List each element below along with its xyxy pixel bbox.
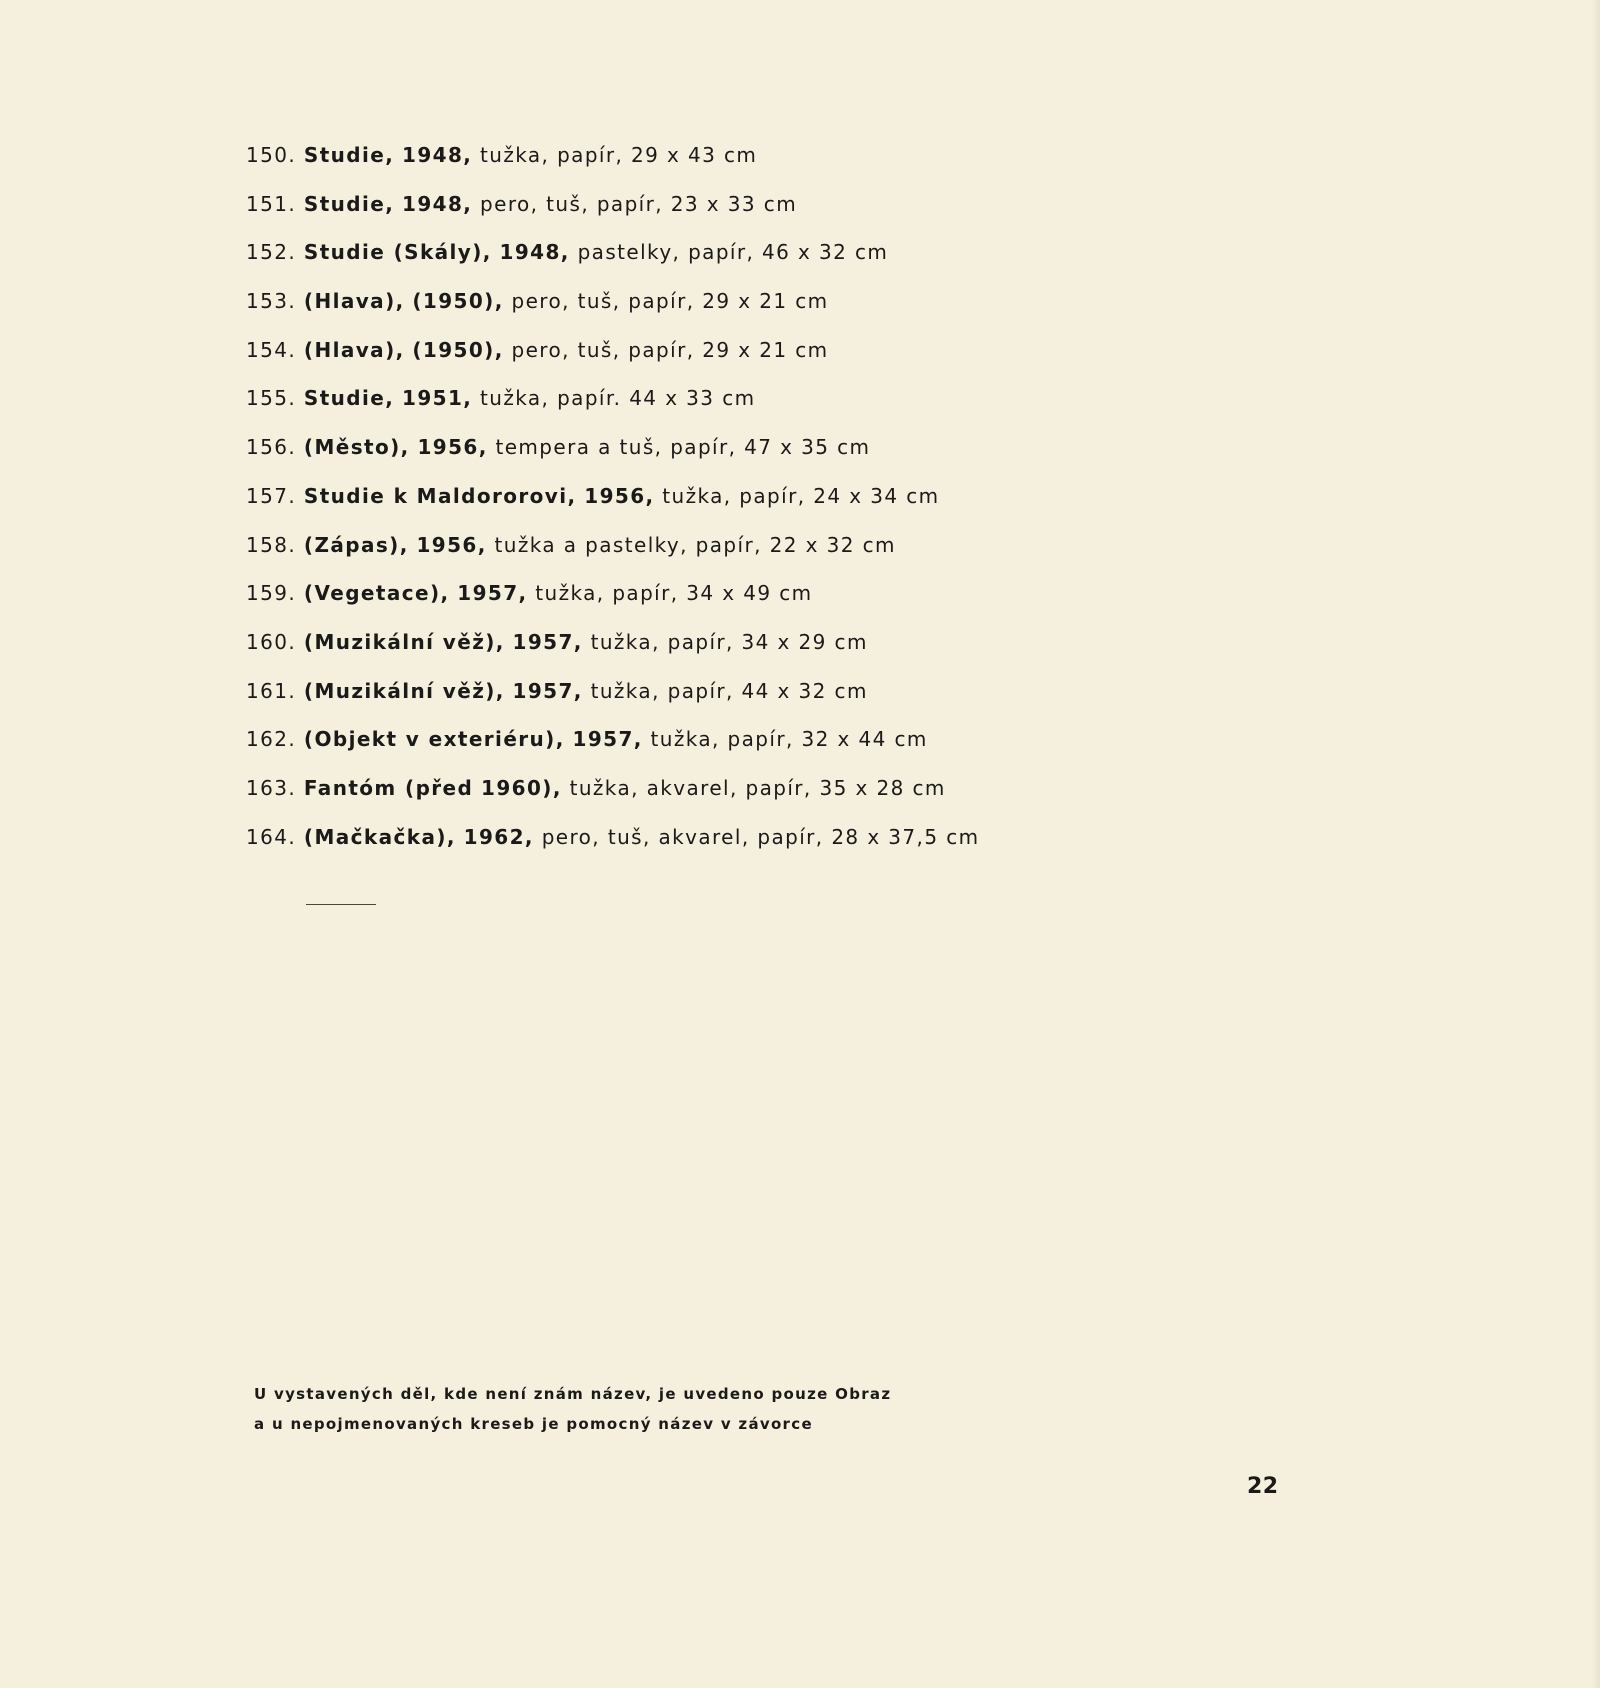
entry-title: Studie, <box>303 191 395 216</box>
entry-title: (Mačkačka), <box>303 824 456 849</box>
entry-number: 164. <box>246 824 297 849</box>
entry-size: 23 x 33 cm <box>670 191 798 216</box>
entry-number: 158. <box>246 532 297 557</box>
catalog-entry <box>246 335 1246 384</box>
entry-medium: tužka a pastelky, papír, <box>494 532 762 557</box>
entry-size: 44 x 33 cm <box>629 386 756 411</box>
entry-size: 29 x 43 cm <box>631 143 758 167</box>
entry-year: 1948, <box>402 143 473 167</box>
entry-title: (Město), <box>303 435 410 460</box>
footnote-line: U vystavených děl, kde není znám název, je uvedeno pouze Obraz <box>254 1385 892 1403</box>
footnote-line: a u nepojmenovaných kreseb je pomocný název v závorce <box>254 1415 813 1433</box>
entry-year: 1951, <box>402 386 473 411</box>
entry-number: 150. <box>246 143 297 167</box>
entry-medium: pero, tuš, akvarel, papír, <box>541 824 824 849</box>
entry-year: 1956, <box>417 435 488 460</box>
catalog-entry <box>246 189 1246 238</box>
entry-year: 1957, <box>512 678 583 703</box>
page-edge-shadow <box>1592 0 1600 1688</box>
entry-title: (Hlava), <box>303 337 405 362</box>
entry-year: 1962, <box>463 824 534 849</box>
entry-medium: pastelky, papír, <box>577 240 755 265</box>
entry-number: 160. <box>246 629 297 654</box>
entry-title: (Vegetace), <box>303 581 450 606</box>
entry-year: 1957, <box>512 629 583 654</box>
entry-size: 24 x 34 cm <box>813 483 940 508</box>
entry-size: 47 x 35 cm <box>744 435 871 460</box>
entry-number: 153. <box>246 289 297 314</box>
entry-year: 1948, <box>499 240 570 265</box>
entry-medium: pero, tuš, papír, <box>511 337 695 362</box>
divider-rule <box>306 904 376 905</box>
catalog-entry <box>246 676 1246 725</box>
entry-size: 28 x 37,5 cm <box>831 824 980 849</box>
entry-size: 22 x 32 cm <box>769 532 896 557</box>
entry-size: 46 x 32 cm <box>762 240 889 265</box>
entry-medium: tužka, papír, <box>590 678 734 703</box>
entry-medium: pero, tuš, papír, <box>480 191 664 216</box>
catalog-entry <box>246 237 1246 286</box>
entry-year: (1950), <box>412 289 504 314</box>
entry-size: 35 x 28 cm <box>819 775 946 800</box>
entry-size: 44 x 32 cm <box>741 678 868 703</box>
catalog-entry <box>246 530 1246 579</box>
entry-number: 151. <box>246 191 297 216</box>
entry-medium: tužka, papír, <box>535 581 679 606</box>
entry-number: 161. <box>246 678 297 703</box>
entry-year: 1956, <box>584 483 655 508</box>
catalog-entry <box>246 286 1246 335</box>
entry-title: Studie k Maldororovi, <box>303 483 577 508</box>
entry-year: 1948, <box>402 191 473 216</box>
catalog-entry <box>246 627 1246 676</box>
entry-title: Studie (Skály), <box>303 240 492 265</box>
entry-size: 29 x 21 cm <box>702 289 829 314</box>
entry-size: 29 x 21 cm <box>702 337 829 362</box>
entry-year: 1957, <box>457 581 528 606</box>
entry-number: 156. <box>246 435 297 460</box>
entry-title: (Muzikální věž), <box>303 629 505 654</box>
entry-title: Studie, <box>303 386 395 411</box>
entry-title: Fantóm (před <box>303 775 474 800</box>
catalog-entry <box>246 578 1246 627</box>
catalog-entry <box>246 773 1246 822</box>
catalog-entry <box>246 481 1246 530</box>
catalog-entry <box>246 724 1246 773</box>
catalog-entry <box>246 822 1246 871</box>
entry-year: 1956, <box>416 532 487 557</box>
entry-year: 1960), <box>481 775 562 800</box>
page-number: 22 <box>1247 1474 1279 1499</box>
entry-number: 155. <box>246 386 297 411</box>
entry-medium: pero, tuš, papír, <box>511 289 695 314</box>
entry-medium: tužka, papír, <box>590 629 734 654</box>
entry-title: (Zápas), <box>303 532 409 557</box>
entry-title: (Muzikální věž), <box>303 678 505 703</box>
entry-number: 162. <box>246 727 297 752</box>
entry-size: 34 x 49 cm <box>686 581 813 606</box>
entry-title: (Hlava), <box>303 289 405 314</box>
catalog-entry <box>246 383 1246 432</box>
entry-number: 163. <box>246 775 297 800</box>
entry-medium: tempera a tuš, papír, <box>495 435 737 460</box>
entry-year: (1950), <box>412 337 504 362</box>
entry-title: (Objekt v exteriéru), <box>303 727 565 752</box>
entry-medium: tužka, papír, <box>662 483 806 508</box>
entry-size: 34 x 29 cm <box>741 629 868 654</box>
entry-medium: tužka, akvarel, papír, <box>569 775 812 800</box>
entry-medium: tužka, papír. <box>480 386 622 411</box>
entry-year: 1957, <box>572 727 643 752</box>
entry-medium: tužka, papír, <box>650 727 794 752</box>
entry-number: 152. <box>246 240 297 265</box>
catalog-entry <box>246 432 1246 481</box>
entry-medium: tužka, papír, <box>480 143 624 167</box>
catalog-entry <box>246 140 1246 189</box>
catalog-list <box>246 140 1246 870</box>
entry-number: 157. <box>246 483 297 508</box>
entry-title: Studie, <box>303 143 395 167</box>
entry-size: 32 x 44 cm <box>801 727 928 752</box>
entry-number: 159. <box>246 581 297 606</box>
entry-number: 154. <box>246 337 297 362</box>
footnote <box>254 1379 954 1439</box>
